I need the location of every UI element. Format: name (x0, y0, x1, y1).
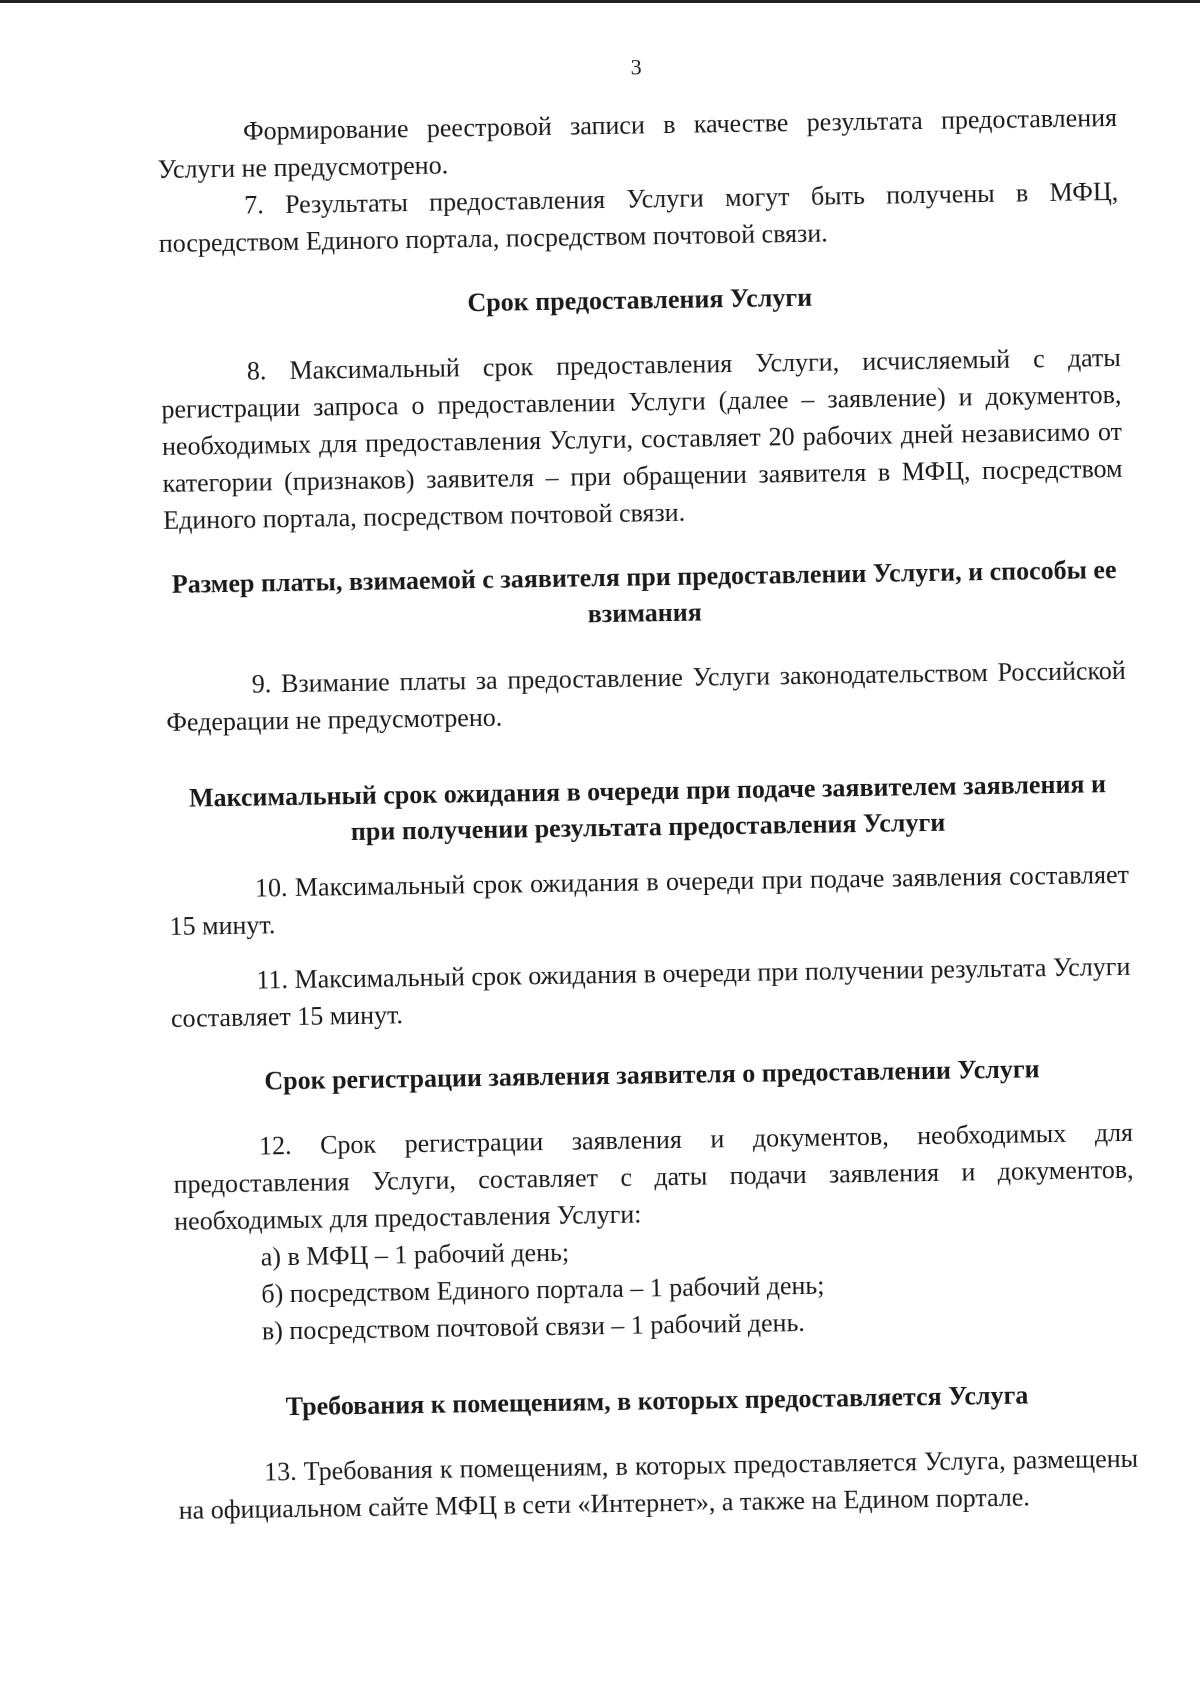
scan-top-edge (0, 0, 1200, 3)
document-page (156, 47, 1139, 1529)
paragraph-12: 12. Срок регистрации заявления и документов, необходимых для предоставления Услуги, составляет с даты подачи заявления и документов, необходимых для предоставления Услуги: (173, 1117, 1134, 1236)
heading-premises: Требования к помещениям, в которых предоставляется Услуга (285, 1380, 1029, 1422)
heading-fee: Размер платы, взимаемой с заявителя при предоставлении Услуги, и способы ее взимания (171, 554, 1117, 629)
paragraph-7: 7. Результаты предоставления Услуги могут быть получены в МФЦ, посредством Единого портала, посредством почтовой связи. (158, 176, 1119, 258)
paragraph-11: 11. Максимальный срок ожидания в очереди при получении результата Услуги составляет 15 минут. (170, 951, 1131, 1033)
paragraph-10: 10. Максимальный срок ожидания в очереди при подаче заявления составляет 15 минут. (169, 859, 1130, 941)
list-item-12c: в) посредством почтовой связи – 1 рабочий день. (261, 1307, 806, 1346)
paragraph-8: 8. Максимальный срок предоставления Услуги, исчисляемый с даты регистрации запроса о предоставлении Услуги (далее – заявление) и документов, необходимых для предоставления Услуги, составляет 20 рабочих дней независимо от категории (признаков) заявителя – при обращении заявителя в МФЦ, посредством Единого портала, посредством почтовой связи. (161, 342, 1123, 535)
page-number: 3 (630, 54, 642, 80)
heading-queue-time: Максимальный срок ожидания в очереди при подаче заявителем заявления и при получении результата предоставления Услуги (188, 769, 1107, 847)
list-item-12b: б) посредством Единого портала – 1 рабочий день; (261, 1270, 825, 1309)
paragraph-9: 9. Взимание платы за предоставление Услуги законодательством Российской Федерации не предусмотрено. (166, 655, 1126, 737)
paragraph-13: 13. Требования к помещениям, в которых предоставляется Услуга, размещены на официальном сайте МФЦ в сети «Интернет», а также на Едином портале. (178, 1443, 1139, 1525)
heading-service-term: Срок предоставления Услуги (467, 282, 813, 318)
heading-registration-term: Срок регистрации заявления заявителя о предоставлении Услуги (264, 1054, 1040, 1096)
paragraph-registry-record: Формирование реестровой записи в качестве результата предоставления Услуги не предусмотрено. (157, 102, 1118, 184)
list-item-12a: а) в МФЦ – 1 рабочий день; (260, 1237, 570, 1272)
